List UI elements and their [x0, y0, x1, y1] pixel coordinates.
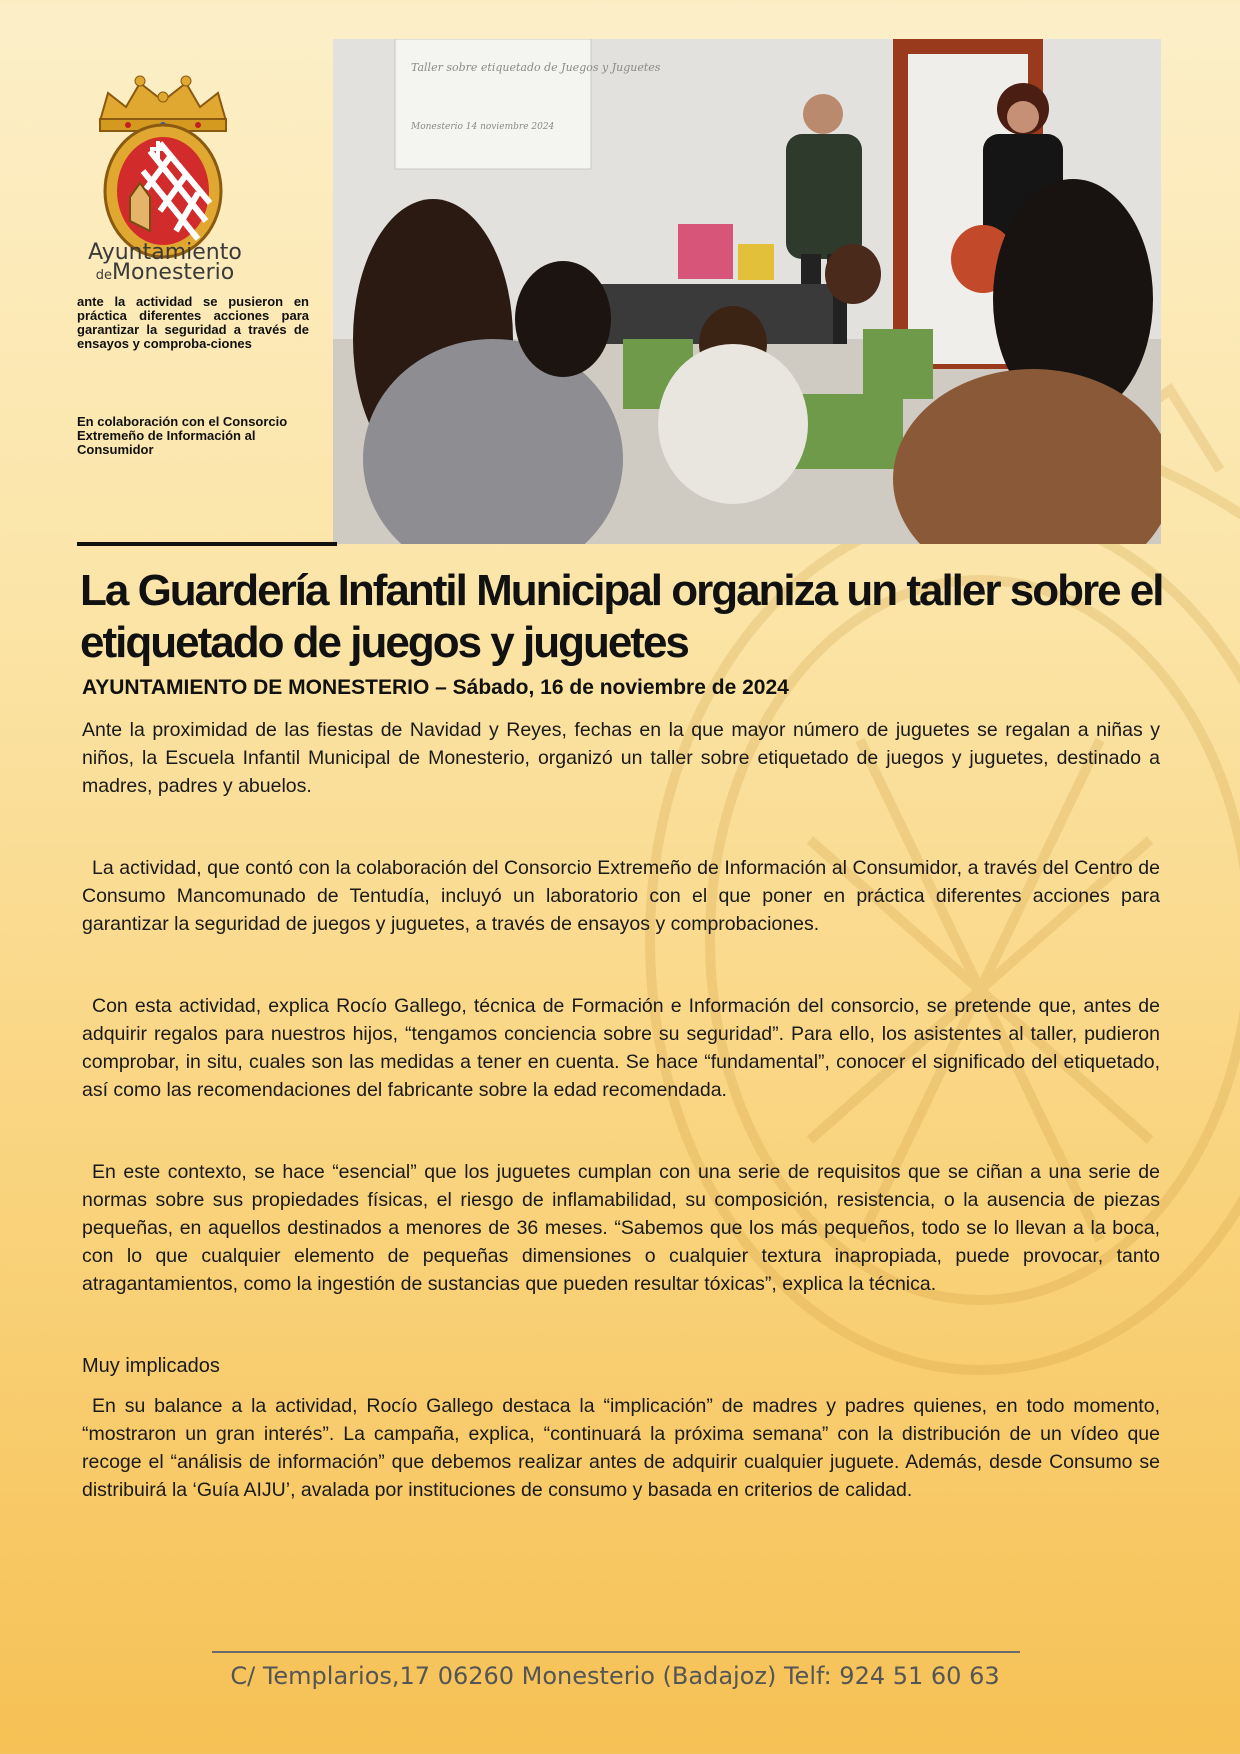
workshop-photo-illustration [333, 39, 1161, 544]
logo-name-town: Monesterio [112, 260, 235, 285]
slide-title: Taller sobre etiquetado de Juegos y Juguetes [411, 61, 661, 74]
sidebar-note-collaboration: En colaboración con el Consorcio Extremeño de Información al Consumidor [77, 414, 288, 457]
article-paragraph: Ante la proximidad de las fiestas de Navidad y Reyes, fechas en la que mayor número de juguetes se regalan a niñas y niños, la Escuela Infantil Municipal de Monesterio, organizó un taller sobre etiquetado de juegos y juguetes, destinado a madres, padres y abuelos. [82, 719, 1160, 797]
crown-icon [100, 76, 226, 131]
footer-address: C/ Templarios,17 06260 Monesterio (Badajoz) Telf: 924 51 60 63 [230, 1662, 1000, 1690]
section-divider [77, 542, 337, 546]
article-paragraph: En su balance a la actividad, Rocío Gallego destaca la “implicación” de madres y padres quienes, en todo momento, “mostraron un gran interés”. La campaña, explica, “continuará la próxima semana” con la distribución de un vídeo que recoge el “análisis de información” que debemos realizar antes de adquirir cualquier juguete. Además, desde Consumo se distribuirá la ‘Guía AIJU’, avalada por instituciones de consumo y basada en criterios de calidad. [82, 1395, 1160, 1501]
footer-divider [212, 1651, 1020, 1653]
workshop-photo [333, 39, 1161, 544]
article-paragraph: Con esta actividad, explica Rocío Gallego, técnica de Formación e Información del consorcio, se pretende que, antes de adquirir regalos para nuestros hijos, “tengamos conciencia sobre su seguridad”. Para ello, los asistentes al taller, pudieron comprobar, in situ, cuales son las medidas a tener en cuenta. Se hace “fundamental”, conocer el significado del etiquetado, así como las recomendaciones del fabricante sobre la edad recomendada. [82, 995, 1160, 1101]
logo-name-line1: Ayuntamiento [88, 240, 242, 265]
sidebar-note-safety: ante la actividad se pusieron en práctica diferentes acciones para garantizar la seguridad a través de ensayos y comproba-ciones [77, 294, 309, 351]
logo-name-line2 [86, 260, 244, 285]
article-dateline: AYUNTAMIENTO DE MONESTERIO – Sábado, 16 de noviembre de 2024 [82, 676, 789, 699]
article-paragraph: En este contexto, se hace “esencial” que los juguetes cumplan con una serie de requisitos que se ciñan a una serie de normas sobre sus propiedades físicas, el riesgo de inflamabilidad, su composición, resistencia, o la ausencia de piezas pequeñas, en aquellos destinados a menores de 36 meses. “Sabemos que los más pequeños, todo se lo llevan a la boca, con lo que cualquier elemento de pequeñas dimensiones o cualquier textura inapropiada, puede provocar, tanto atragantamientos, como la ingestión de sustancias que pueden resultar tóxicas”, explica la técnica. [82, 1161, 1160, 1295]
article-headline: La Guardería Infantil Municipal organiza un taller sobre el etiquetado de juegos y juguetes [80, 566, 1163, 667]
slide-date: Monesterio 14 noviembre 2024 [411, 122, 555, 132]
article-subheading: Muy implicados [82, 1355, 220, 1377]
article-body [82, 716, 1160, 1504]
logo-name-prefix: de [95, 268, 113, 283]
article-paragraph: La actividad, que contó con la colaboración del Consorcio Extremeño de Información al Consumidor, a través del Centro de Consumo Mancomunado de Tentudía, incluyó un laboratorio con el que poner en práctica diferentes acciones para garantizar la seguridad de juegos y juguetes, a través de ensayos y comprobaciones. [82, 857, 1160, 935]
